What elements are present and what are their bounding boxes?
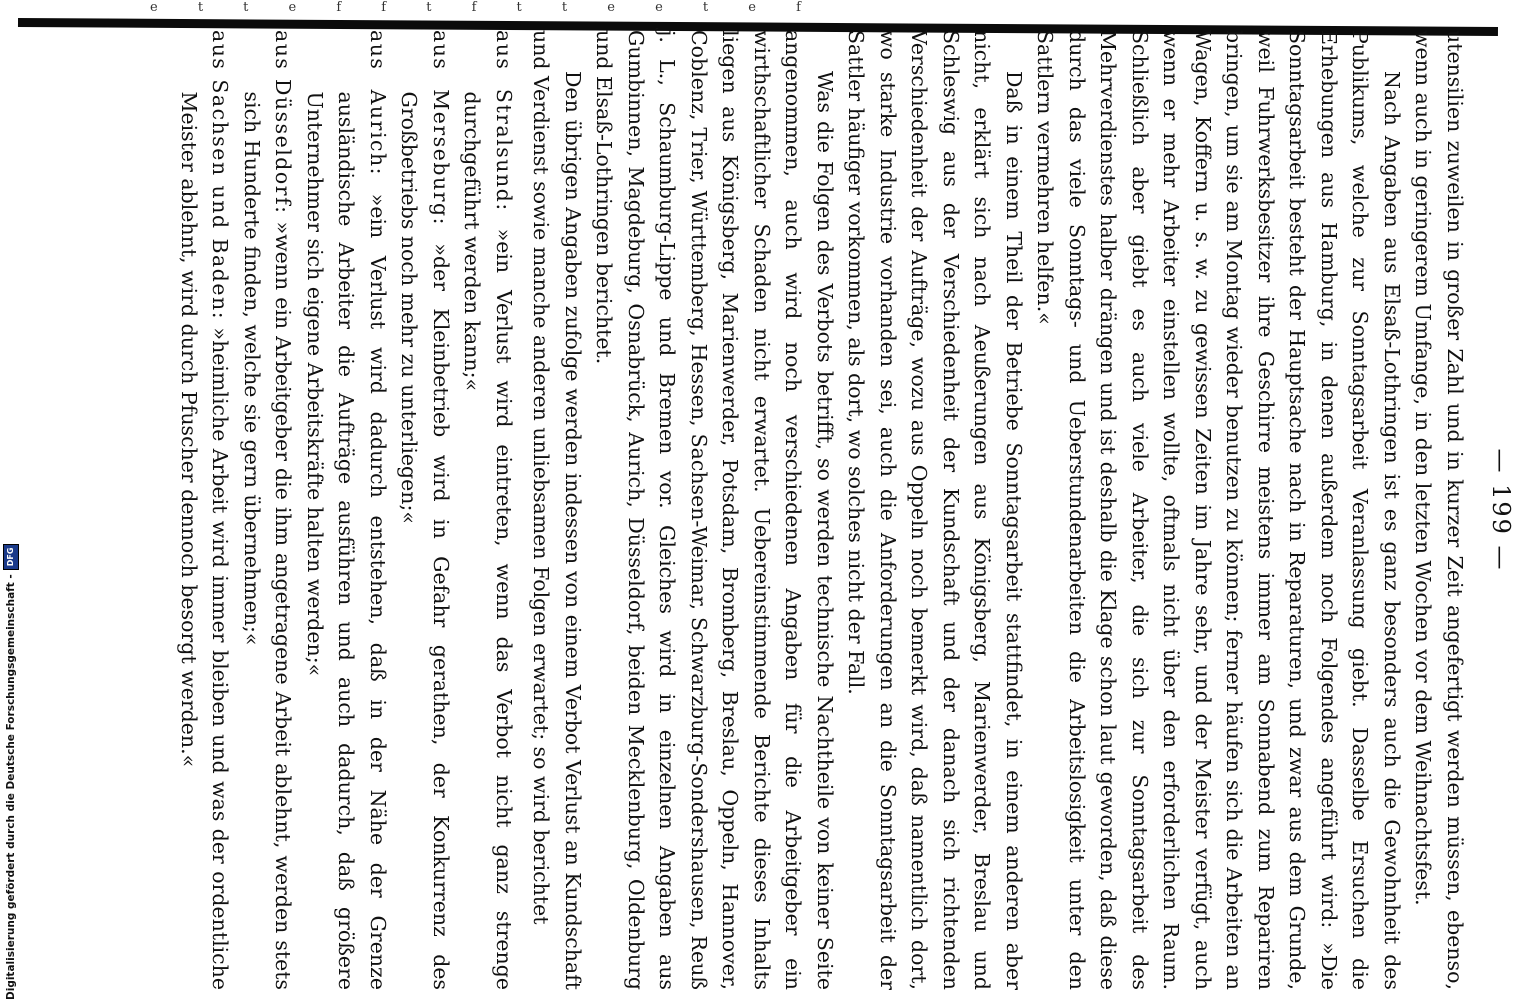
digitization-credit (2, 547, 20, 1000)
quote-item (393, 30, 456, 990)
paragraph: Den übrigen Angaben zufolge werden indessen von einem Verbot Verlust an Kundschaft und Verdienst sowie manche anderen unliebsamen Folgen erwartet; so wird berichtet (529, 30, 585, 990)
quote-item (236, 30, 299, 990)
quote-item (299, 30, 394, 990)
page-number: — 199 — (1487, 448, 1515, 572)
paragraph: Daß in einem Theil der Betriebe Sonntagsarbeit stattfindet, in einem anderen aber nicht, erklärt sich nach Aeußerungen aus Königsberg, Marienwerder, Breslau und Schleswig aus der Verschiedenheit der Kundschaft und der danach sich richtenden Verschiedenheit der Aufträge, wozu aus Oppeln noch bemerkt wird, daß namentlich dort, wo starke Industrie vorhanden sei, auch die Anforderungen an die Sonntagsarbeit der Sattler häufiger vorkommen, als dort, wo solches nicht der Fall. (844, 30, 1026, 990)
book-page (177, 30, 1515, 991)
credit-text: Digitalisierung gefördert durch die Deutsche Forschungsgemeinschaft - (5, 574, 17, 1000)
quote-item (173, 30, 236, 990)
quote-text: »heimliche Arbeit wird immer bleiben und was der ordentliche Meister ablehnt, wird durch Pfuscher dennoch besorgt werden.« (177, 91, 233, 990)
quote-item (456, 30, 519, 990)
facing-page-edge-text: e t t e f f t f t t e e t e f (150, 0, 819, 15)
quote-place: aus Stralsund: (492, 30, 516, 212)
quote-place: aus Sachsen und Baden: (208, 30, 233, 321)
quote-place: aus Aurich: (366, 30, 390, 177)
quote-text: »der Kleinbetrieb wird in Gefahr gerathen, der Konkurrenz des Großbetriebs noch mehr zu unterliegen;« (397, 91, 453, 990)
quote-text: »ein Verlust wird dadurch entstehen, daß in der Nähe der Grenze ausländische Arbeiter die Aufträge ausführen und auch dadurch, daß größere Unternehmer sich eigene Arbeitskräfte halten werden;« (303, 91, 390, 990)
quote-text: »ein Verlust wird eintreten, wenn das Verbot nicht ganz strenge durchgeführt werden kann;« (460, 91, 516, 991)
paragraph: Was die Folgen des Verbots betrifft, so werden technische Nachtheile von keiner Seite angenommen, auch wird noch verschiedenen Angaben für die Arbeitgeber ein wirthschaftlicher Schaden nicht erwartet. Uebereinstimmende Berichte dieses Inhalts liegen aus Königsberg, Marienwerder, Potsdam, Bromberg, Breslau, Oppeln, Hannover, Coblenz, Trier, Württemberg, Hessen, Sachsen-Weimar, Schwarzburg-Sondershausen, Reuß j. L., Schaumburg-Lippe und Bremen vor. Gleiches wird in einzelnen Angaben aus Gumbinnen, Magdeburg, Osnabrück, Aurich, Düsseldorf, beiden Mecklenburg, Oldenburg und Elsaß-Lothringen berichtet. (592, 30, 837, 990)
paragraph: utensilien zuweilen in großer Zahl und in kurzer Zeit angefertigt werden müssen, ebenso, wenn auch in geringerem Umfange, in den letzten Wochen vor dem Weihnachtsfest. (1411, 30, 1467, 990)
page-body (173, 30, 1471, 990)
dfg-logo: DFG (3, 544, 19, 571)
report-quotes (173, 30, 520, 990)
quote-place: aus Düsseldorf: (271, 30, 296, 215)
quote-text: »wenn ein Arbeitgeber die ihm angetragene Arbeit ablehnt, werden stets sich Hunderte finden, welche sie gern übernehmen;« (240, 91, 296, 990)
paragraph: Nach Angaben aus Elsaß-Lothringen ist es ganz besonders auch die Gewohnheit des Publikums, welche zur Sonntagsarbeit Veranlassung giebt. Dasselbe Ersuchen die Erhebungen aus Hamburg, in denen außerdem noch Folgendes angeführt wird: »Die Sonntagsarbeit besteht der Hauptsache nach in Reparaturen, und zwar aus dem Grunde, weil Fuhrwerksbesitzer ihre Geschirre meistens immer am Sonnabend zum Repariren bringen, um sie am Montag wieder benutzen zu können; ferner häufen sich die Arbeiten an Wagen, Koffern u. s. w. zu gewissen Zeiten im Jahre sehr, und der Meister verfügt, auch wenn er mehr Arbeiter einstellen wollte, oftmals nicht über den erforderlichen Raum. Schließlich aber giebt es auch viele Arbeiter, die sich zur Sonntagsarbeit des Mehrverdienstes halber drängen und ist deshalb die Klage schon laut geworden, daß diese durch das viele Sonntags- und Ueberstundenarbeiten die Arbeitslosigkeit unter den Sattlern vermehren helfen.« (1033, 30, 1404, 990)
quote-place: aus Merseburg: (429, 30, 453, 227)
